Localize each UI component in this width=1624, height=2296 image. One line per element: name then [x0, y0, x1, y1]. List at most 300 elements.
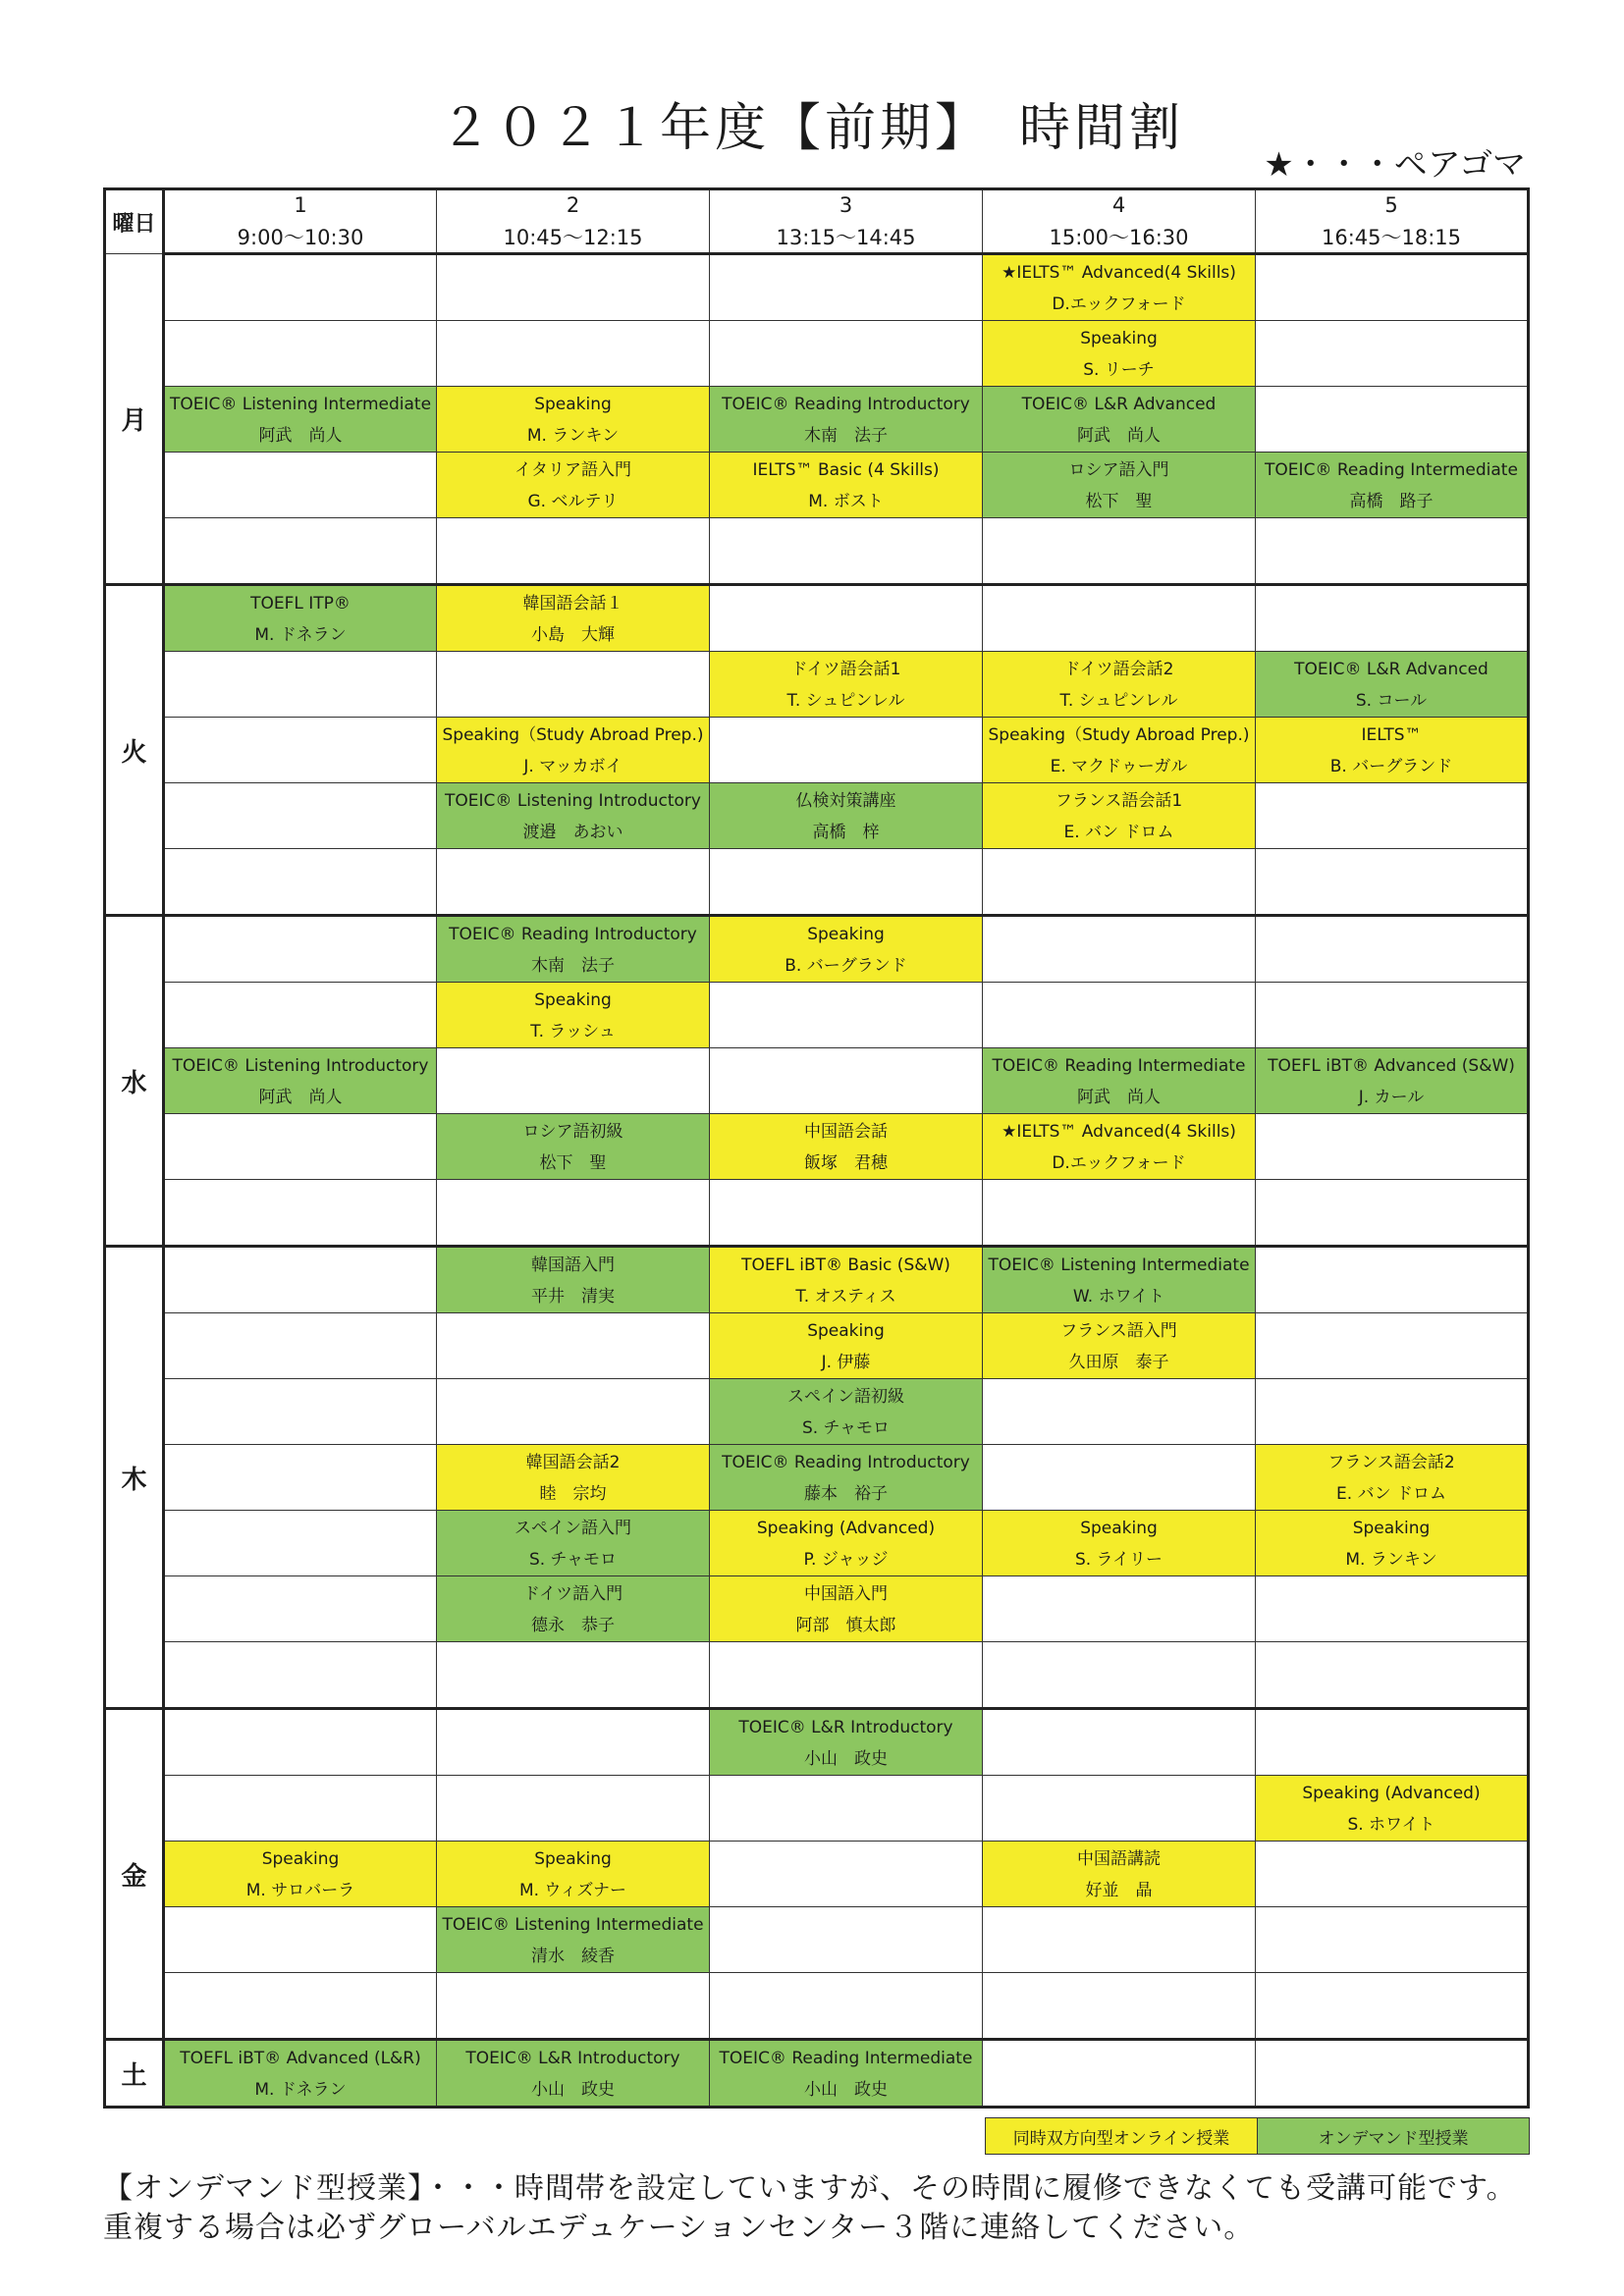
class-cell-ondemand	[437, 783, 710, 849]
teacher-name: D.エックフォード	[1052, 294, 1186, 314]
empty-cell	[710, 849, 983, 916]
empty-cell	[1256, 518, 1529, 585]
empty-cell	[1256, 585, 1529, 652]
teacher-name: 阿部 慎太郎	[795, 1615, 896, 1635]
empty-cell	[710, 1776, 983, 1842]
class-cell-ondemand	[710, 783, 983, 849]
course-name: スペイン語入門	[514, 1518, 631, 1538]
class-cell-sync	[1256, 1776, 1529, 1842]
class-cell-ondemand	[437, 916, 710, 983]
period-4-number: 4	[983, 189, 1256, 221]
course-name: Speaking	[261, 1848, 340, 1869]
course-name: フランス語会話1	[1055, 790, 1183, 811]
class-cell-ondemand	[1256, 652, 1529, 718]
course-name: Speaking	[1080, 1518, 1158, 1538]
course-name: 韓国語会話2	[525, 1452, 621, 1472]
class-cell-sync	[437, 983, 710, 1048]
empty-cell	[164, 321, 437, 387]
class-cell-ondemand	[983, 1048, 1256, 1114]
course-name: ロシア語入門	[1068, 459, 1169, 480]
course-name: イタリア語入門	[514, 459, 631, 480]
course-name: 中国語入門	[804, 1583, 888, 1604]
empty-cell	[710, 254, 983, 321]
empty-cell	[1256, 916, 1529, 983]
timetable-row	[105, 1114, 1529, 1180]
course-name: TOEIC® Reading Introductory	[722, 394, 970, 414]
period-1-number: 1	[164, 189, 437, 221]
empty-cell	[164, 254, 437, 321]
day-label: 土	[105, 2040, 164, 2108]
teacher-name: S. ライリー	[1074, 1549, 1164, 1570]
empty-cell	[1256, 1907, 1529, 1973]
empty-cell	[983, 585, 1256, 652]
course-name: TOEIC® Listening Introductory	[172, 1055, 429, 1076]
empty-cell	[983, 1776, 1256, 1842]
empty-cell	[983, 2040, 1256, 2108]
class-cell-sync	[1256, 718, 1529, 783]
footnote: 【オンデマンド型授業】・・・時間帯を設定していますが、その時間に履修できなくても受講可能です。重複する場合は必ずグローバルエデュケーションセンター３階に連絡してください。	[103, 2171, 1517, 2245]
timetable-row	[105, 783, 1529, 849]
class-cell-ondemand	[437, 1247, 710, 1313]
class-cell-sync	[710, 916, 983, 983]
period-4-time: 15:00～16:30	[983, 220, 1256, 254]
course-name: TOEFL iBT® Basic (S&W)	[741, 1255, 950, 1275]
course-name: Speaking	[807, 1320, 885, 1341]
class-cell-ondemand	[437, 2040, 710, 2108]
timetable-row	[105, 1973, 1529, 2040]
teacher-name: 高橋 梓	[812, 822, 880, 842]
teacher-name: S. ホワイト	[1347, 1814, 1435, 1835]
course-name: TOEIC® Reading Intermediate	[992, 1055, 1246, 1076]
legend	[985, 2117, 1530, 2155]
empty-cell	[164, 1114, 437, 1180]
empty-cell	[1256, 1709, 1529, 1776]
empty-cell	[710, 1907, 983, 1973]
empty-cell	[710, 585, 983, 652]
empty-cell	[710, 718, 983, 783]
class-cell-sync	[983, 1842, 1256, 1907]
teacher-name: 木南 法子	[531, 955, 615, 976]
class-cell-sync	[437, 1445, 710, 1511]
teacher-name: M. サロバーラ	[245, 1880, 355, 1900]
empty-cell	[710, 1180, 983, 1247]
empty-cell	[437, 1313, 710, 1379]
empty-cell	[1256, 1180, 1529, 1247]
empty-cell	[164, 1445, 437, 1511]
empty-cell	[1256, 1842, 1529, 1907]
empty-cell	[437, 849, 710, 916]
empty-cell	[983, 518, 1256, 585]
teacher-name: M. ランキン	[1345, 1549, 1437, 1570]
teacher-name: B. バーグランド	[1329, 756, 1453, 776]
teacher-name: B. バーグランド	[785, 955, 907, 976]
header-row-times	[105, 220, 1529, 254]
course-name: TOEFL ITP®	[250, 593, 351, 614]
class-cell-ondemand	[983, 453, 1256, 518]
day-label: 金	[105, 1709, 164, 2040]
timetable-row	[105, 254, 1529, 321]
empty-cell	[164, 1973, 437, 2040]
timetable-row	[105, 1842, 1529, 1907]
empty-cell	[710, 321, 983, 387]
timetable-row	[105, 585, 1529, 652]
teacher-name: 高橋 路子	[1349, 491, 1434, 511]
teacher-name: T. シュピンレル	[786, 690, 905, 711]
timetable-row	[105, 1907, 1529, 1973]
timetable-row	[105, 1379, 1529, 1445]
timetable-row	[105, 1247, 1529, 1313]
period-5-number: 5	[1256, 189, 1529, 221]
course-name: TOEIC® Reading Intermediate	[719, 2048, 973, 2068]
empty-cell	[164, 1247, 437, 1313]
teacher-name: S. チャモロ	[801, 1417, 891, 1438]
empty-cell	[710, 1048, 983, 1114]
course-name: TOEIC® Listening Intermediate	[442, 1914, 704, 1935]
course-name: TOEIC® Reading Introductory	[449, 924, 697, 944]
class-cell-ondemand	[710, 1709, 983, 1776]
empty-cell	[983, 1180, 1256, 1247]
course-name: Speaking	[534, 989, 612, 1010]
teacher-name: T. オスティス	[795, 1286, 896, 1307]
empty-cell	[983, 1709, 1256, 1776]
course-name: 韓国語会話１	[522, 593, 623, 614]
timetable-row	[105, 916, 1529, 983]
class-cell-sync	[983, 1313, 1256, 1379]
class-cell-ondemand	[164, 1048, 437, 1114]
teacher-name: 小山 政史	[531, 2079, 615, 2100]
timetable-row	[105, 983, 1529, 1048]
empty-cell	[437, 518, 710, 585]
class-cell-sync	[1256, 1445, 1529, 1511]
day-column-header: 曜日	[105, 189, 164, 254]
timetable-row	[105, 1445, 1529, 1511]
class-cell-sync	[983, 1511, 1256, 1576]
timetable-row	[105, 1776, 1529, 1842]
teacher-name: S. チャモロ	[528, 1549, 618, 1570]
empty-cell	[1256, 1247, 1529, 1313]
class-cell-ondemand	[437, 1907, 710, 1973]
class-cell-sync	[710, 652, 983, 718]
course-name: ★IELTS™ Advanced(4 Skills)	[1001, 262, 1236, 283]
class-cell-sync	[710, 1114, 983, 1180]
empty-cell	[437, 1180, 710, 1247]
class-cell-sync	[437, 453, 710, 518]
timetable-row	[105, 1180, 1529, 1247]
class-cell-sync	[437, 1842, 710, 1907]
class-cell-sync	[710, 1576, 983, 1642]
course-name: TOEIC® Listening Intermediate	[988, 1255, 1250, 1275]
empty-cell	[983, 1907, 1256, 1973]
timetable-row	[105, 1642, 1529, 1709]
empty-cell	[164, 849, 437, 916]
empty-cell	[164, 1180, 437, 1247]
empty-cell	[983, 1379, 1256, 1445]
teacher-name: 阿武 尚人	[258, 1087, 343, 1107]
class-cell-ondemand	[710, 387, 983, 453]
course-name: ロシア語初級	[522, 1121, 623, 1142]
teacher-name: P. ジャッジ	[803, 1549, 889, 1570]
teacher-name: S. コール	[1355, 690, 1428, 711]
class-cell-sync	[437, 718, 710, 783]
teacher-name: M. ボスト	[808, 491, 884, 511]
empty-cell	[164, 1642, 437, 1709]
empty-cell	[164, 783, 437, 849]
timetable-row	[105, 1048, 1529, 1114]
empty-cell	[1256, 1313, 1529, 1379]
empty-cell	[164, 518, 437, 585]
teacher-name: D.エックフォード	[1052, 1152, 1186, 1173]
course-name: 仏検対策講座	[795, 790, 896, 811]
empty-cell	[1256, 1576, 1529, 1642]
empty-cell	[1256, 1379, 1529, 1445]
empty-cell	[164, 1313, 437, 1379]
empty-cell	[710, 1642, 983, 1709]
class-cell-ondemand	[983, 1247, 1256, 1313]
class-cell-ondemand	[164, 387, 437, 453]
class-cell-sync	[164, 1842, 437, 1907]
teacher-name: 藤本 裕子	[804, 1483, 888, 1504]
course-name: ドイツ語会話2	[1063, 659, 1174, 679]
timetable	[103, 187, 1530, 2109]
teacher-name: J. マッカボイ	[523, 756, 623, 776]
empty-cell	[1256, 1114, 1529, 1180]
teacher-name: S. リーチ	[1083, 359, 1155, 380]
teacher-name: E. バン ドロム	[1063, 822, 1174, 842]
teacher-name: T. シュピンレル	[1059, 690, 1178, 711]
teacher-name: 阿武 尚人	[258, 425, 343, 446]
teacher-name: 睦 宗均	[539, 1483, 607, 1504]
course-name: 中国語講読	[1077, 1848, 1161, 1869]
empty-cell	[710, 1842, 983, 1907]
empty-cell	[164, 1709, 437, 1776]
empty-cell	[983, 1445, 1256, 1511]
class-cell-sync	[983, 321, 1256, 387]
timetable-row	[105, 652, 1529, 718]
empty-cell	[164, 453, 437, 518]
course-name: Speaking (Advanced)	[756, 1518, 936, 1538]
teacher-name: 清水 綾香	[531, 1946, 615, 1966]
teacher-name: J. カール	[1358, 1087, 1425, 1107]
teacher-name: E. マクドゥーガル	[1050, 756, 1188, 776]
teacher-name: M. ランキン	[526, 425, 620, 446]
teacher-name: 渡邉 あおい	[522, 822, 623, 842]
empty-cell	[983, 849, 1256, 916]
empty-cell	[710, 1973, 983, 2040]
course-name: Speaking	[534, 1848, 612, 1869]
teacher-name: 小山 政史	[804, 2079, 888, 2100]
class-cell-sync	[1256, 1511, 1529, 1576]
empty-cell	[164, 718, 437, 783]
timetable-row	[105, 1576, 1529, 1642]
empty-cell	[710, 983, 983, 1048]
empty-cell	[983, 916, 1256, 983]
course-name: TOEIC® L&R Introductory	[465, 2048, 680, 2068]
course-name: IELTS™ Basic (4 Skills)	[752, 459, 940, 480]
class-cell-ondemand	[710, 1445, 983, 1511]
period-3-time: 13:15～14:45	[710, 220, 983, 254]
star-note: ★・・・ペアゴマ	[1264, 145, 1526, 185]
class-cell-sync	[710, 453, 983, 518]
course-name: スペイン語初級	[787, 1386, 904, 1407]
teacher-name: W. ホワイト	[1072, 1286, 1165, 1307]
timetable-row	[105, 453, 1529, 518]
empty-cell	[1256, 783, 1529, 849]
course-name: Speaking	[534, 394, 612, 414]
class-cell-ondemand	[437, 1114, 710, 1180]
teacher-name: 德永 恭子	[531, 1615, 615, 1635]
course-name: Speaking	[1352, 1518, 1431, 1538]
empty-cell	[983, 1576, 1256, 1642]
teacher-name: 阿武 尚人	[1077, 425, 1161, 446]
class-cell-ondemand	[710, 1379, 983, 1445]
course-name: ドイツ語会話1	[790, 659, 901, 679]
empty-cell	[983, 983, 1256, 1048]
teacher-name: 平井 清実	[531, 1286, 615, 1307]
teacher-name: E. バン ドロム	[1336, 1483, 1446, 1504]
empty-cell	[437, 1379, 710, 1445]
empty-cell	[164, 1776, 437, 1842]
empty-cell	[1256, 254, 1529, 321]
course-name: TOEIC® Listening Intermediate	[169, 394, 432, 414]
empty-cell	[1256, 1973, 1529, 2040]
period-2-time: 10:45～12:15	[437, 220, 710, 254]
class-cell-sync	[983, 254, 1256, 321]
empty-cell	[437, 321, 710, 387]
course-name: TOEIC® L&R Introductory	[738, 1717, 953, 1737]
empty-cell	[164, 1907, 437, 1973]
empty-cell	[164, 983, 437, 1048]
timetable-body	[105, 189, 1529, 2108]
course-name: TOEIC® L&R Advanced	[1294, 659, 1489, 679]
empty-cell	[437, 1709, 710, 1776]
teacher-name: 阿武 尚人	[1077, 1087, 1161, 1107]
day-label: 水	[105, 916, 164, 1247]
empty-cell	[1256, 2040, 1529, 2108]
period-2-number: 2	[437, 189, 710, 221]
course-name: Speaking（Study Abroad Prep.)	[442, 724, 704, 745]
course-name: Speaking (Advanced)	[1302, 1783, 1481, 1803]
class-cell-ondemand	[164, 2040, 437, 2108]
empty-cell	[710, 518, 983, 585]
empty-cell	[983, 1642, 1256, 1709]
empty-cell	[164, 1379, 437, 1445]
class-cell-sync	[983, 783, 1256, 849]
class-cell-sync	[710, 1511, 983, 1576]
course-name: フランス語入門	[1060, 1320, 1177, 1341]
empty-cell	[164, 1511, 437, 1576]
teacher-name: J. 伊藤	[821, 1352, 871, 1372]
page-title: ２０２１年度【前期】 時間割	[439, 99, 1184, 158]
class-cell-sync	[437, 585, 710, 652]
teacher-name: G. ベルテリ	[527, 491, 619, 511]
class-cell-sync	[710, 1313, 983, 1379]
course-name: IELTS™	[1361, 724, 1422, 745]
course-name: TOEIC® Reading Intermediate	[1265, 459, 1518, 480]
class-cell-ondemand	[1256, 1048, 1529, 1114]
day-label: 木	[105, 1247, 164, 1709]
empty-cell	[437, 1048, 710, 1114]
timetable-row	[105, 2040, 1529, 2108]
class-cell-ondemand	[164, 585, 437, 652]
class-cell-sync	[983, 652, 1256, 718]
teacher-name: 好並 晶	[1085, 1880, 1153, 1900]
teacher-name: 小島 大輝	[531, 624, 615, 645]
timetable-row	[105, 718, 1529, 783]
class-cell-ondemand	[437, 1511, 710, 1576]
teacher-name: 久田原 泰子	[1068, 1352, 1169, 1372]
empty-cell	[1256, 849, 1529, 916]
teacher-name: M. ドネラン	[254, 624, 347, 645]
course-name: TOEFL iBT® Advanced (S&W)	[1268, 1055, 1515, 1076]
teacher-name: M. ドネラン	[254, 2079, 347, 2100]
timetable-row	[105, 518, 1529, 585]
teacher-name: 松下 聖	[539, 1152, 607, 1173]
course-name: ドイツ語入門	[522, 1583, 623, 1604]
class-cell-sync	[437, 387, 710, 453]
course-name: Speaking（Study Abroad Prep.)	[988, 724, 1250, 745]
timetable-row	[105, 1511, 1529, 1576]
empty-cell	[1256, 983, 1529, 1048]
empty-cell	[983, 1973, 1256, 2040]
period-3-number: 3	[710, 189, 983, 221]
empty-cell	[437, 1776, 710, 1842]
timetable-row	[105, 1313, 1529, 1379]
empty-cell	[164, 916, 437, 983]
teacher-name: 木南 法子	[804, 425, 888, 446]
empty-cell	[437, 1973, 710, 2040]
teacher-name: M. ウィズナー	[518, 1880, 627, 1900]
class-cell-ondemand	[437, 1576, 710, 1642]
course-name: Speaking	[807, 924, 885, 944]
empty-cell	[437, 254, 710, 321]
timetable-row	[105, 849, 1529, 916]
course-name: TOEIC® Listening Introductory	[445, 790, 701, 811]
class-cell-ondemand	[710, 2040, 983, 2108]
teacher-name: 小山 政史	[804, 1748, 888, 1769]
class-cell-ondemand	[983, 387, 1256, 453]
course-name: 韓国語入門	[531, 1255, 615, 1275]
class-cell-sync	[983, 718, 1256, 783]
course-name: TOEIC® Reading Introductory	[722, 1452, 970, 1472]
empty-cell	[1256, 321, 1529, 387]
teacher-name: T. ラッシュ	[530, 1021, 616, 1041]
course-name: ★IELTS™ Advanced(4 Skills)	[1001, 1121, 1236, 1142]
timetable-row	[105, 387, 1529, 453]
course-name: フランス語会話2	[1327, 1452, 1455, 1472]
empty-cell	[437, 1642, 710, 1709]
day-label: 月	[105, 254, 164, 585]
course-name: Speaking	[1080, 328, 1158, 348]
teacher-name: 松下 聖	[1085, 491, 1153, 511]
course-name: TOEFL iBT® Advanced (L&R)	[180, 2048, 421, 2068]
day-label: 火	[105, 585, 164, 916]
empty-cell	[164, 1576, 437, 1642]
period-5-time: 16:45～18:15	[1256, 220, 1529, 254]
legend-ondemand: オンデマンド型授業	[1258, 2118, 1529, 2154]
class-cell-sync	[983, 1114, 1256, 1180]
timetable-row	[105, 321, 1529, 387]
empty-cell	[1256, 387, 1529, 453]
course-name: TOEIC® L&R Advanced	[1021, 394, 1217, 414]
period-1-time: 9:00～10:30	[164, 220, 437, 254]
teacher-name: 飯塚 君穂	[804, 1152, 888, 1173]
empty-cell	[164, 652, 437, 718]
empty-cell	[437, 652, 710, 718]
course-name: 中国語会話	[804, 1121, 888, 1142]
header-row-periods	[105, 189, 1529, 221]
class-cell-ondemand	[1256, 453, 1529, 518]
legend-sync: 同時双方向型オンライン授業	[986, 2118, 1258, 2154]
